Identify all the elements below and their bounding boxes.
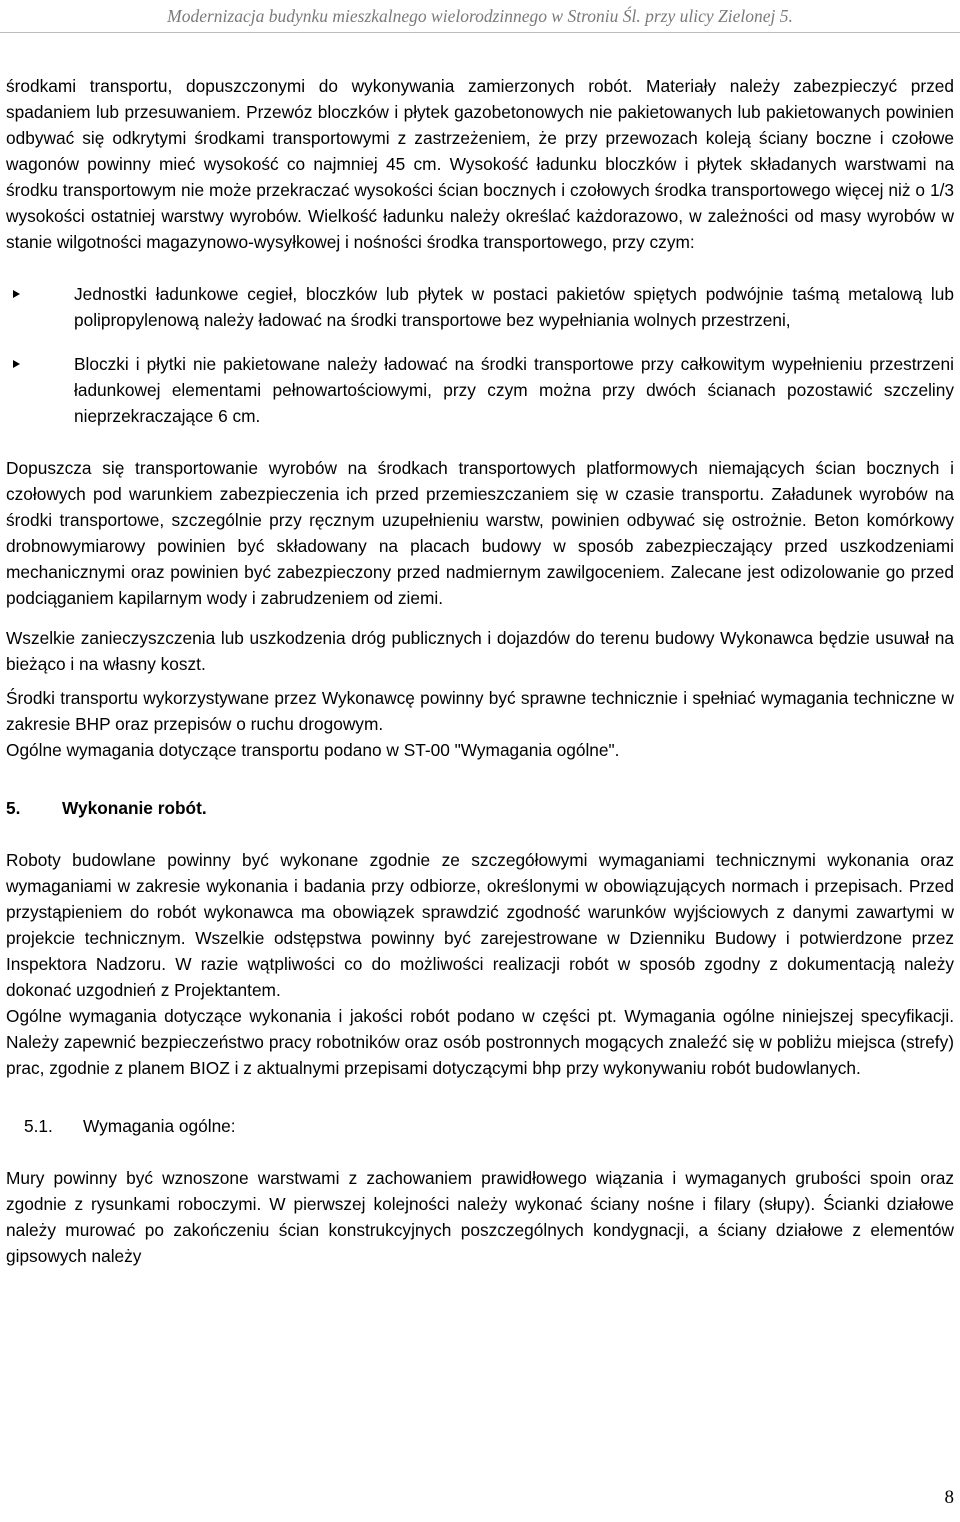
paragraph-works: Roboty budowlane powinny być wykonane zgodnie ze szczegółowymi wymaganiami technicznymi wykonania oraz wymaganiami w zakresie wykonania i badania przy odbiorze, określonymi w obowiązujących normach i przepisach. Przed przystąpieniem do robót wykonawca ma obowiązek sprawdzić zgodność warunków wyjściowych z danymi zawartymi w projekcie technicznym. Wszelkie odstępstwa powinny być zarejestrowane w Dzienniku Budowy i potwierdzone przez Inspektora Nadzoru. W razie wątpliwości co do możliwości realizacji robót w sposób zgodny z dokumentacją należy dokonać uzgodnień z Projektantem. <box>6 850 954 1000</box>
page-number: 8 <box>944 1487 954 1508</box>
header-rule <box>0 32 960 33</box>
subsection-number: 5.1. <box>24 1116 53 1136</box>
section-title: Wykonanie robót. <box>62 798 207 818</box>
subsection-title: Wymagania ogólne: <box>83 1116 236 1136</box>
paragraph-platform: Dopuszcza się transportowanie wyrobów na środkach transportowych platformowych niemających ścian bocznych i czołowych pod warunkiem zabezpieczenia ich przed przemieszczaniem się w czasie transportu. Załadunek wyrobów na środki transportowe, szczególnie przy ręcznym uzupełnieniu warstw, powinien odbywać się ostrożnie. Beton komórkowy drobnowymiarowy powinien być składowany na placach budowy w sposób zabezpieczający przed uszkodzeniami mechanicznymi oraz powinien być zabezpieczony przed nadmiernym zawilgoceniem. Zalecane jest odizolowanie go przed podciąganiem kapilarnym wody i zabrudzeniem od ziemi. <box>6 458 954 608</box>
section-number: 5. <box>6 798 21 818</box>
bullet-arrow-icon <box>13 360 20 368</box>
loading-rules-list <box>6 281 954 429</box>
list-item-text: Bloczki i płytki nie pakietowane należy ładować na środki transportowe przy całkowitym wypełnieniu przestrzeni ładunkowej elementami pełnowartościowymi, przy czym można przy dwóch ścianach pozostawić szczeliny nieprzekraczające 6 cm. <box>74 354 954 426</box>
section-heading <box>6 795 954 821</box>
list-item-text: Jednostki ładunkowe cegieł, bloczków lub płytek w postaci pakietów spiętych podwójnie taśmą metalową lub polipropylenową należy ładować na środki transportowe bez wypełniania wolnych przestrzeni, <box>74 284 954 330</box>
subsection-heading <box>6 1113 954 1139</box>
paragraph-walls: Mury powinny być wznoszone warstwami z zachowaniem prawidłowego wiązania i wymaganych grubości spoin oraz zgodnie z rysunkami roboczymi. W pierwszej kolejności należy wykonać ściany nośne i filary (słupy). Ścianki działowe należy murować po zakończeniu ścian konstrukcyjnych poszczególnych kondygnacji, a ściany działowe z elementów gipsowych należy <box>6 1168 954 1266</box>
paragraph-transport: środkami transportu, dopuszczonymi do wykonywania zamierzonych robót. Materiały należy zabezpieczyć przed spadaniem lub przesuwaniem. Przewóz bloczków i płytek gazobetonowych nie pakietowanych lub pakietowanych powinien odbywać się odkrytymi środkami transportowymi z zastrzeżeniem, że przy przewozach koleją ściany boczne i czołowe wagonów powinny mieć wysokość co najmniej 45 cm. Wysokość ładunku bloczków i płytek składanych warstwami na środku transportowym nie może przekraczać wysokości ścian bocznych i czołowych środka transportowego więcej niż o 1/3 wysokości ostatniej warstwy wyrobów. Wielkość ładunku należy określać każdorazowo, w zależności od masy wyrobów w stanie wilgotności magazynowo-wysyłkowej i nośności środka transportowego, przy czym: <box>6 76 954 252</box>
paragraph-general-transport: Ogólne wymagania dotyczące transportu podano w ST-00 "Wymagania ogólne". <box>6 740 620 760</box>
paragraph-means: Środki transportu wykorzystywane przez Wykonawcę powinny być sprawne technicznie i spełniać wymagania techniczne w zakresie BHP oraz przepisów o ruchu drogowym. <box>6 688 954 734</box>
list-item <box>6 281 954 333</box>
running-header: Modernizacja budynku mieszkalnego wielorodzinnego w Stroniu Śl. przy ulicy Zielonej 5. <box>167 6 793 26</box>
list-item <box>6 351 954 429</box>
paragraph-general-works: Ogólne wymagania dotyczące wykonania i jakości robót podano w części pt. Wymagania ogólne niniejszej specyfikacji. Należy zapewnić bezpieczeństwo pracy robotników oraz osób postronnych mogących znaleźć się w pobliżu miejsca (strefy) prac, zgodnie z planem BIOZ i z aktualnymi przepisami dotyczącymi bhp przy wykonywaniu robót budowlanych. <box>6 1006 954 1078</box>
paragraph-dirt: Wszelkie zanieczyszczenia lub uszkodzenia dróg publicznych i dojazdów do terenu budowy Wykonawca będzie usuwał na bieżąco i na własny koszt. <box>6 628 954 674</box>
document-body <box>6 73 954 1269</box>
bullet-arrow-icon <box>13 290 20 298</box>
